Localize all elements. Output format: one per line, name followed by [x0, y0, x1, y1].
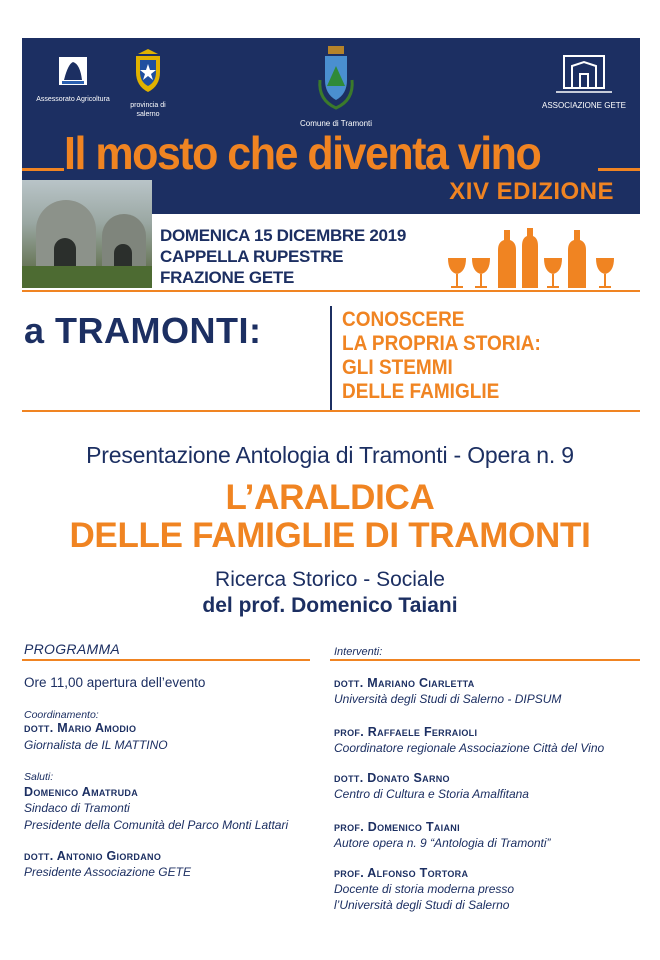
theme-line-2: LA PROPRIA STORIA:	[342, 332, 541, 356]
divider-top	[22, 290, 640, 292]
opening-time: Ore 11,00 apertura dell’evento	[24, 675, 206, 690]
saluti-name: Domenico Amatruda	[24, 785, 138, 799]
saluti-label: Saluti:	[24, 771, 54, 783]
wine-bottles-icon	[446, 228, 622, 290]
saluti-role-1: Sindaco di Tramonti	[24, 801, 130, 815]
location-heading: a TRAMONTI:	[24, 310, 262, 351]
event-main-title: Il mosto che diventa vino	[64, 128, 541, 180]
theme-line-3: GLI STEMMI	[342, 356, 453, 380]
provincia-label: provincia di salerno	[130, 102, 166, 118]
giordano-role: Presidente Associazione GETE	[24, 865, 191, 879]
speaker-2-name: prof. Raffaele Ferraioli	[334, 725, 478, 739]
regione-emblem-icon	[56, 54, 90, 88]
speaker-4-name: prof. Domenico Taiani	[334, 820, 460, 834]
comune-tramonti-logo	[286, 44, 386, 128]
regione-label: Assessorato Agricoltura	[36, 96, 110, 103]
provincia-crest-icon	[130, 48, 166, 94]
speaker-1-role: Università degli Studi di Salerno - DIPSUM	[334, 692, 562, 706]
book-title-line-1: L’ARALDICA	[225, 478, 435, 517]
research-label: Ricerca Storico - Sociale	[215, 568, 445, 591]
interventi-heading: Interventi:	[334, 646, 383, 658]
speaker-4-role: Autore opera n. 9 “Antologia di Tramonti”	[334, 836, 551, 850]
presentation-subtitle: Presentazione Antologia di Tramonti - Opera n. 9	[86, 442, 574, 468]
book-title-line-2: DELLE FAMIGLIE DI TRAMONTI	[69, 516, 591, 555]
speaker-3-name: dott. Donato Sarno	[334, 771, 450, 785]
speaker-5-role: Docente di storia moderna presso	[334, 882, 515, 896]
gete-label: ASSOCIAZIONE GETE	[541, 101, 626, 110]
comune-label: Comune di Tramonti	[299, 119, 373, 128]
title-rule-left	[22, 168, 64, 171]
saluti-role-2: Presidente della Comunità del Parco Monti Lattari	[24, 818, 289, 832]
interventi-rule	[330, 659, 640, 661]
speaker-1-name: dott. Mariano Ciarletta	[334, 676, 475, 690]
edition-label: XIV EDIZIONE	[449, 178, 614, 205]
event-date: DOMENICA 15 DICEMBRE 2019	[160, 226, 406, 245]
speaker-2-role: Coordinatore regionale Associazione Città del Vino	[334, 741, 605, 755]
programma-rule	[22, 659, 310, 661]
event-venue: CAPPELLA RUPESTRE	[160, 247, 344, 266]
provincia-logo	[122, 48, 174, 119]
vertical-separator	[330, 306, 332, 410]
associazione-gete-logo	[532, 48, 636, 110]
gete-building-icon	[554, 48, 614, 94]
author-label: del prof. Domenico Taiani	[202, 594, 458, 617]
title-rule-right	[598, 168, 640, 171]
programma-heading: PROGRAMMA	[24, 641, 121, 657]
speaker-3-role: Centro di Cultura e Storia Amalfitana	[334, 787, 529, 801]
cappella-rupestre-photo	[22, 180, 152, 288]
speaker-5-role-2: l’Università degli Studi di Salerno	[334, 898, 510, 912]
regione-campania-logo	[28, 54, 118, 104]
divider-middle	[22, 410, 640, 412]
coordinatore-name: dott. Mario Amodio	[24, 721, 137, 735]
theme-line-1: CONOSCERE	[342, 308, 465, 332]
coordinamento-label: Coordinamento:	[24, 709, 99, 721]
event-place: FRAZIONE GETE	[160, 268, 294, 287]
theme-line-4: DELLE FAMIGLIE	[342, 380, 500, 404]
comune-crest-icon	[314, 44, 358, 112]
speaker-5-name: prof. Alfonso Tortora	[334, 866, 469, 880]
giordano-name: dott. Antonio Giordano	[24, 849, 162, 863]
coordinatore-role: Giornalista de IL MATTINO	[24, 738, 168, 752]
